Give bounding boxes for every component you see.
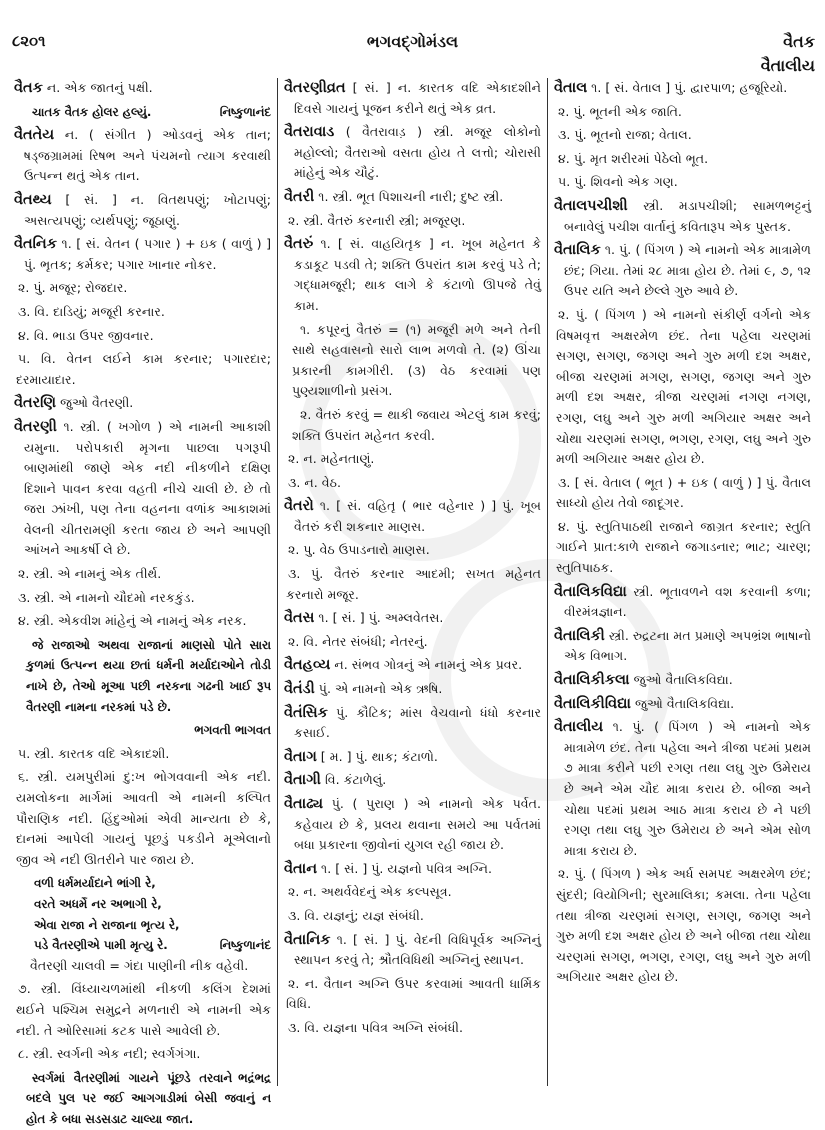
definition-text: ૫. પું. શિવનો એક ગણ. bbox=[558, 174, 678, 190]
dictionary-entry bbox=[554, 626, 811, 667]
definition-text: ૧. [ સં. ] પું. અમ્લવેતસ. bbox=[314, 610, 444, 626]
definition-text: ૨. પુ. વેઠ ઉપાડનારો માણસ. bbox=[288, 542, 430, 558]
definition-text: ૬. સ્ત્રી. યમપુરીમાં દુ:ખ ભોગવવાની એક નદી. યમલોકના માર્ગમાં આવતી એ નામની કલ્પિત પૌરાણિક નદી. હિંદુઓમાં એવી માન્યતા છે કે, દાનમાં આપેલી ગાયનું પૂછડું પકડીને મૂએલાનો જીવ એ નદી ઊતરીને પાર જાય છે. bbox=[16, 769, 271, 867]
dictionary-entry bbox=[554, 670, 811, 691]
definition-text: [ મ. ] પું. થાક; કંટાળો. bbox=[316, 748, 438, 764]
definition-text: ૨. ન. મહેનતાણું. bbox=[288, 451, 375, 467]
citation-source: નિષ્કુળાનંદ bbox=[219, 938, 271, 953]
dictionary-entry bbox=[14, 417, 271, 561]
citation-source: ભદ્રંભદ્ર bbox=[238, 1070, 271, 1085]
sense-item bbox=[14, 278, 271, 299]
definition-text: વિ. કંટાળેલું. bbox=[320, 772, 387, 788]
poem-line bbox=[14, 915, 271, 936]
headword: વૈતરણી bbox=[14, 418, 57, 435]
idiom-item bbox=[284, 320, 541, 402]
definition-text: [ સં. ] ન. કારતક વદિ એકાદશીને દિવસે ગાયનું પૂજન કરીને થતું એક વ્રત. bbox=[294, 80, 541, 116]
definition-text: ૩. ન. વેઠ. bbox=[288, 474, 341, 490]
poem-line bbox=[14, 935, 271, 956]
idiom-item bbox=[284, 405, 541, 446]
definition-text: ચાતક વૈતક હોલર હલ્યું. bbox=[32, 104, 152, 119]
poem-line bbox=[14, 873, 271, 894]
sense-item bbox=[14, 611, 271, 632]
definition-text: જુઓ વૈતાલિકવિદ્યા. bbox=[630, 695, 735, 711]
definition-text: ૧. [ સં. વાહયિતૃક ] ન. ખૂબ મહેનત કે કડાકૂટ પડવી તે; શક્તિ ઉપરાંત કામ કરવું પડે તે; ગદ્ધામજૂરી; થાક લાગે કે કંટાળો ઊપજે તેવું કામ. bbox=[294, 236, 541, 313]
definition-text: ૪. પું. સ્તુતિપાઠથી રાજાને જાગ્રત કરનાર; સ્તુતિ ગાઈને પ્રાત:કાળે રાજાને જગાડનાર; ભાટ; ચારણ; સ્તુતિપાઠક. bbox=[556, 518, 811, 576]
dictionary-entry bbox=[284, 655, 541, 676]
headword: વૈતરો bbox=[284, 498, 314, 515]
headword: વૈતાગી bbox=[284, 772, 321, 789]
citation-source bbox=[14, 720, 271, 741]
dictionary-entry bbox=[284, 703, 541, 744]
definition-text: વળી ધર્મમર્યાદાને ભાંગી રે, bbox=[34, 876, 156, 891]
dictionary-entry bbox=[14, 234, 271, 275]
definition-text: ૧. [ સં. વેતન ( પગાર ) + ઇક ( વાળું ) ] પું. ભૃતક; કર્મકર; પગાર ખાનાર નોકર. bbox=[24, 236, 271, 272]
sense-item bbox=[14, 1044, 271, 1065]
definition-text: પું. ( પુરાણ ) એ નામનો એક પર્વત. કહેવાય છે કે, પ્રલય થવાના સમયે આ પર્વતમાં બધા પ્રકારના જીવોનાં યુગલ રહી જાય છે. bbox=[294, 796, 541, 853]
headword: વૈતાલિકીવિદ્યા bbox=[554, 695, 631, 712]
definition-text: ન. એક જાતનું પક્ષી. bbox=[42, 80, 153, 95]
definition-text: પું. એ નામનો એક ઋષિ. bbox=[314, 681, 443, 697]
sense-item bbox=[554, 149, 811, 170]
sense-item bbox=[14, 564, 271, 585]
definition-text: ૧. સ્ત્રી. ભૂત પિશાચની નારી; દુષ્ટ સ્ત્રી. bbox=[314, 188, 504, 204]
headword: વૈતરણિ bbox=[14, 395, 57, 412]
dictionary-entry bbox=[14, 190, 271, 231]
sense-item bbox=[14, 326, 271, 347]
dictionary-entry bbox=[554, 196, 811, 237]
definition-text: સ્ત્રી. મડાપચીશી; સામળભટ્ટનું બનાવેલું પચીશ વાર્તાનું કવિતારૂપ એક પુસ્તક. bbox=[564, 197, 811, 234]
headword: વૈતરાવાડ bbox=[284, 124, 335, 141]
definition-text: જુઓ વૈતરણી. bbox=[56, 395, 134, 411]
definition-text: [ સં. ] ન. વિતથપણું; ખોટાપણું; અસત્યપણું; વ્યર્થપણું; જૂઠાણું. bbox=[24, 191, 271, 228]
definition-text: ૧. સ્ત્રી. ( ખગોળ ) એ નામની આકાશી યમુના. પરોપકારી મૃગના પાછલા પગરૂપી બાણમાંથી જાણે એક નદી નીકળીને દક્ષિણ દિશાને પાવન કરવા વહતી નીચે ચાલી છે. છે તો જરા ઝાંખી, પણ તેના વહનના વળાંક આકાશમાં વેલની ચીતરામણી કરતા જાય છે અને આપણી આંખને આકર્ષી લે છે. bbox=[24, 418, 271, 558]
definition-text: ૨. વૈતરું કરવું = થાકી જવાય એટલું કામ કરવું; શક્તિ ઉપરાંત મહેનત કરવી. bbox=[292, 406, 541, 443]
dictionary-entry bbox=[14, 125, 271, 187]
sense-item bbox=[284, 211, 541, 232]
sense-item bbox=[554, 473, 811, 514]
headword: વૈતાલિક bbox=[554, 242, 601, 259]
headword: વૈતસ bbox=[284, 610, 315, 627]
definition-text: ( વૈતરાવાડ઼ ) સ્ત્રી. મજૂર લોકોનો મહોલ્લો; વૈતરાઓ વસતા હોય તે લત્તો; ચોરાસી માંહેનું એક ચૌટું. bbox=[294, 124, 541, 181]
column-2 bbox=[277, 78, 547, 1086]
headword: વૈતક bbox=[14, 80, 43, 96]
dictionary-entry bbox=[554, 240, 811, 302]
definition-text: ૨. સ્ત્રી. એ નામનું એક તીર્થ. bbox=[18, 566, 162, 582]
guide-word-last: વૈતાલીય bbox=[760, 56, 815, 75]
definition-text: ૧. [ સં. ] પું. વેદની વિધિપૂર્વક અગ્નિનું સ્થાપન કરવું તે; શ્રૌતવિધિથી અગ્નિનું સ્થાપન. bbox=[294, 931, 541, 968]
guide-word-first: વૈતક bbox=[783, 32, 815, 51]
dictionary-entry bbox=[284, 187, 541, 208]
headword: વૈતાલપચીશી bbox=[554, 197, 628, 214]
definition-text: ૨. ન. વૈતાન અગ્નિ ઉપર કરવામાં આવતી ધાર્મિક વિધિ. bbox=[286, 975, 541, 1012]
definition-text: પડે વૈતરણીએ પામી મૃત્યુ રે. bbox=[34, 938, 168, 953]
column-1 bbox=[8, 78, 277, 1126]
sense-item bbox=[284, 974, 541, 1015]
definition-text: ૧. કપૂરનું વૈતરું = (૧) મજૂરી મળે અને તેની સાથે સહવાસનો સારો લાભ મળવો તે. (૨) ઊંચા પ્રકારની કામગીરી. (૩) વેઠ કરવામાં પણ પુણ્યશાળીનો પ્રસંગ. bbox=[292, 321, 541, 399]
definition-text: ૪. સ્ત્રી. એકવીશ માંહેનું એ નામનું એક નરક. bbox=[18, 613, 247, 629]
citation-quote bbox=[14, 1068, 271, 1130]
definition-text: ૨. ન. અથર્વવેદનું એક કલ્પસૂત્ર. bbox=[288, 884, 452, 900]
headword: વૈતાનિક bbox=[284, 931, 331, 948]
headword: વૈતાગ bbox=[284, 748, 317, 765]
headword: વૈતહવ્ય bbox=[284, 657, 331, 674]
definition-text: ૧. પું. ( પિંગળ ) એ નામનો એક માત્રામેળ છંદ; ગિયા. તેમાં ૨૮ માત્રા હોય છે. તેમાં ૯, ૭, ૧૨ ઉપર યતિ અને છેલ્લે ગુરુ આવે છે. bbox=[564, 242, 811, 299]
sense-item bbox=[14, 302, 271, 323]
sense-item bbox=[14, 588, 271, 609]
definition-text: ૨. પું. ભૂતની એક જાતિ. bbox=[558, 103, 682, 119]
headword: વૈતરી bbox=[284, 188, 315, 205]
dictionary-columns bbox=[8, 78, 817, 1126]
headword: વૈતાલીય bbox=[554, 719, 604, 736]
definition-text: ૩. સ્ત્રી. એ નામનો ચૌદમો નરકકુંડ. bbox=[18, 589, 195, 605]
sense-item bbox=[14, 349, 271, 390]
dictionary-entry bbox=[554, 582, 811, 623]
definition-text: ૫. વિ. વેતન લઈને કામ કરનાર; પગારદાર; દરમાયાદાર. bbox=[16, 351, 271, 387]
definition-text: ૩. વિ. યજ્ઞના પવિત્ર અગ્નિ સંબંધી. bbox=[288, 1019, 464, 1035]
headword: વૈતથ્ય bbox=[14, 191, 52, 208]
sense-item bbox=[284, 473, 541, 494]
column-3 bbox=[547, 78, 817, 1086]
sense-item bbox=[14, 767, 271, 870]
definition-text: સ્વર્ગમાં વૈતરણીમાં ગાયને પૂંછડે તરવાને બદલે પુલ પર જઈ આગગાડીમાં બેસી જવાનું ન હોત કે બધા સડસડાટ ચાલ્યા જાત. bbox=[26, 1070, 271, 1126]
dictionary-entry bbox=[284, 496, 541, 537]
definition-text: ૧. [ સં. ] પું. યજ્ઞનો પવિત્ર અગ્નિ. bbox=[317, 860, 492, 876]
dictionary-entry bbox=[284, 794, 541, 856]
dictionary-entry bbox=[554, 717, 811, 861]
definition-text: ૩. પું. ભૂતનો રાજા; વેતાલ. bbox=[558, 127, 692, 143]
definition-text: ૧. [ સં. વહિતૃ ( ભાર વહેનાર ) ] પું. ખૂબ વૈતરું કરી શકનાર માણસ. bbox=[294, 498, 541, 534]
sense-item bbox=[284, 906, 541, 927]
sense-item bbox=[554, 172, 811, 193]
definition-text: ૮. સ્ત્રી. સ્વર્ગની એક નદી; સ્વર્ગગંગા. bbox=[18, 1046, 201, 1062]
dictionary-entry bbox=[284, 770, 541, 791]
headword: વૈતતેય bbox=[14, 127, 55, 144]
definition-text: ૨. પું. ( પિંગળ ) એ નામનો સંકીર્ણ વર્ગનો એક વિષમવૃત્ત અક્ષરમેળ છંદ. તેના પહેલા ચરણમાં સગણ, સગણ, જગણ અને ગુરુ મળી દશ અક્ષર, બીજા ચરણમાં મગણ, સગણ, જગણ અને ગુરુ મળી દશ અક્ષર, ત્રીજા ચરણમાં નગણ નગણ, રગણ, લઘુ અને ગુરુ મળી અગિયાર અક્ષર અને ચોથા ચરણમાં સગણ, ભગણ, રગણ, લઘુ અને ગુરુ મળી અગિયાર અક્ષર હોય છે. bbox=[556, 306, 811, 467]
definition-text: ૪. વિ. ભાડા ઉપર જીવનાર. bbox=[18, 327, 154, 343]
headword: વૈતાઢ્ય bbox=[284, 796, 323, 812]
headword: વૈતાલિકીકલા bbox=[554, 672, 630, 689]
definition-text: વરતે અધર્મે નર અભાગી રે, bbox=[34, 896, 162, 911]
headword: વૈતાલ bbox=[554, 80, 588, 96]
citation-quote bbox=[14, 102, 271, 123]
definition-text: ૨. પું. મજૂર; રોજદાર. bbox=[18, 280, 128, 296]
definition-text: પું. કૌટિક; માંસ વેચવાનો ધંધો કરનાર કસાઈ. bbox=[294, 704, 541, 741]
citation-quote bbox=[14, 635, 271, 717]
definition-text: જે રાજાઓ અથવા રાજાનાં માણસો પોતે સારા કુળમાં ઉત્પન્ન થયા છતાં ધર્મની મર્યાદાઓને તોડી નાખે છે, તેઓ મૂઆ પછી નરકના ગઢની ખાઈ રૂપ વૈતરણી નામના નરકમાં પડે છે. bbox=[26, 637, 271, 714]
dictionary-entry bbox=[284, 679, 541, 700]
sense-item bbox=[14, 744, 271, 765]
definition-text: ૧. [ સં. વેતાલ ] પું. દ્વારપાળ; હજૂરિયો. bbox=[587, 80, 788, 95]
headword: વૈતાલિકી bbox=[554, 627, 605, 644]
guide-words bbox=[761, 30, 815, 78]
definition-text: ૩. વિ. દાડિયું; મજૂરી કરનાર. bbox=[18, 303, 165, 319]
sense-item bbox=[554, 517, 811, 579]
definition-text: ૨. પું. ( પિંગળ ) એક અર્ધ સમપદ અક્ષરમેળ છંદ; સુંદરી; વિયોગિની; સુરમાલિકા; કમલા. તેના પહેલા તથા ત્રીજા ચરણમાં સગણ, સગણ, જગણ અને ગુરુ મળી દશ અક્ષર હોય છે અને બીજા તથા ચોથા ચરણમાં સગણ, ભગણ, રગણ, લઘુ અને ગુરુ મળી અગિયાર અક્ષર હોય છે. bbox=[556, 866, 811, 985]
definition-text: ૩. પું. વૈતરું કરનાર આદમી; સખત મહેનત કરનારો મજૂર. bbox=[286, 566, 541, 602]
sense-item bbox=[554, 864, 811, 988]
sense-item bbox=[284, 564, 541, 605]
idiom-item bbox=[14, 956, 271, 977]
dictionary-entry bbox=[284, 78, 541, 119]
definition-text: ૪. પું. મૃત શરીરમાં પેઠેલો ભૂત. bbox=[558, 150, 709, 166]
definition-text: ૨. સ્ત્રી. વૈતરું કરનારી સ્ત્રી; મજૂરણ. bbox=[288, 212, 466, 228]
definition-text: ૧. પું. ( પિંગળ ) એ નામનો એક માત્રામેળ છંદ. તેના પહેલા અને ત્રીજા પદમાં પ્રથમ ૭ માત્રા કરીને પછી રગણ તથા લઘુ ગુરુ ઉમેરાય છે અને એમ ચૌદ માત્રા કરાય છે. બીજા અને ચોથા પદમાં પ્રથમ આઠ માત્રા કરાય છે ને પછી રગણ તથા લઘુ ગુરુ ઉમેરાય છે અને એમ સોળ માત્રા કરાય છે. bbox=[564, 719, 811, 858]
dictionary-entry bbox=[284, 930, 541, 971]
sense-item bbox=[554, 125, 811, 146]
citation-source: નિષ્કુળાનંદ bbox=[219, 104, 271, 119]
dictionary-entry bbox=[284, 234, 541, 316]
dictionary-entry bbox=[284, 122, 541, 184]
dictionary-entry bbox=[554, 694, 811, 715]
definition-text: ભગવતી ભાગવત bbox=[194, 723, 271, 738]
poem-line bbox=[14, 894, 271, 915]
sense-item bbox=[284, 1018, 541, 1039]
headword: વૈતાન bbox=[284, 860, 318, 877]
dictionary-entry bbox=[284, 747, 541, 768]
definition-text: ન. ( સંગીત ) ઓડવનું એક તાન; ષડ્જગ્રામમાં રિષભ અને પંચમનો ત્યાગ કરવાથી ઉત્પન્ન થતું એક તાન. bbox=[24, 127, 271, 184]
headword: વૈતાલિકવિદ્યા bbox=[554, 583, 627, 600]
sense-item bbox=[284, 882, 541, 903]
definition-text: જુઓ વૈતાલિકવિદ્યા. bbox=[629, 672, 733, 688]
sense-item bbox=[284, 632, 541, 653]
definition-text: ૩. વિ. યજ્ઞનું; યજ્ઞ સંબંધી. bbox=[288, 907, 424, 923]
sense-item bbox=[14, 979, 271, 1041]
definition-text: ૨. વિ. નેતર સંબંધી; નેતરનું. bbox=[288, 633, 428, 649]
definition-text: સ્ત્રી. ભૂતાવળને વશ કરવાની કળા; વીરમંત્રજ્ઞાન. bbox=[564, 583, 811, 620]
dictionary-entry bbox=[284, 859, 541, 880]
sense-item bbox=[284, 449, 541, 470]
dictionary-entry bbox=[14, 393, 271, 414]
headword: વૈતનિક bbox=[14, 236, 57, 253]
definition-text: એવા રાજા ને રાજાના ભૃત્ય રે, bbox=[34, 917, 180, 932]
definition-text: ૫. સ્ત્રી. કારતક વદિ એકાદશી. bbox=[18, 745, 170, 761]
definition-text: ૭. સ્ત્રી. વિંધ્યાચળમાંથી નીકળી કલિંગ દેશમાં થઈને પશ્ચિમ સમુદ્રને મળનારી એ નામની એક નદી. તે ઓરિસામાં કટક પાસે આવેલી છે. bbox=[16, 981, 271, 1038]
headword: વૈતરું bbox=[284, 236, 314, 253]
definition-text: વૈતરણી ચાલવી = ગંદા પાણીની નીક વહેવી. bbox=[30, 957, 249, 973]
sense-item bbox=[554, 102, 811, 123]
headword: વૈતંસિક bbox=[284, 704, 328, 721]
definition-text: સ્ત્રી. રુદ્રટના મત પ્રમાણે અપભ્રંશ ભાષાનો એક વિભાગ. bbox=[564, 627, 811, 664]
sense-item bbox=[554, 305, 811, 470]
headword: વૈતંડી bbox=[284, 681, 315, 698]
definition-text: ૩. [ સં. વેતાલ ( ભૂત ) + ઇક ( વાળું ) ] પું. વૈતાલ સાધ્યો હોય તેવો જાદૂગર. bbox=[556, 474, 811, 511]
dictionary-entry bbox=[14, 78, 271, 99]
headword: વૈતરણીવ્રત bbox=[284, 80, 346, 96]
book-title: ભગવદ્ગોમંડલ bbox=[366, 32, 459, 51]
definition-text: ન. સંભવ ગોત્રનું એ નામનું એક પ્રવર. bbox=[330, 657, 523, 673]
dictionary-entry bbox=[284, 608, 541, 629]
sense-item bbox=[284, 540, 541, 561]
dictionary-entry bbox=[554, 78, 811, 99]
page-number: ૮૨૦૧ bbox=[12, 32, 46, 50]
